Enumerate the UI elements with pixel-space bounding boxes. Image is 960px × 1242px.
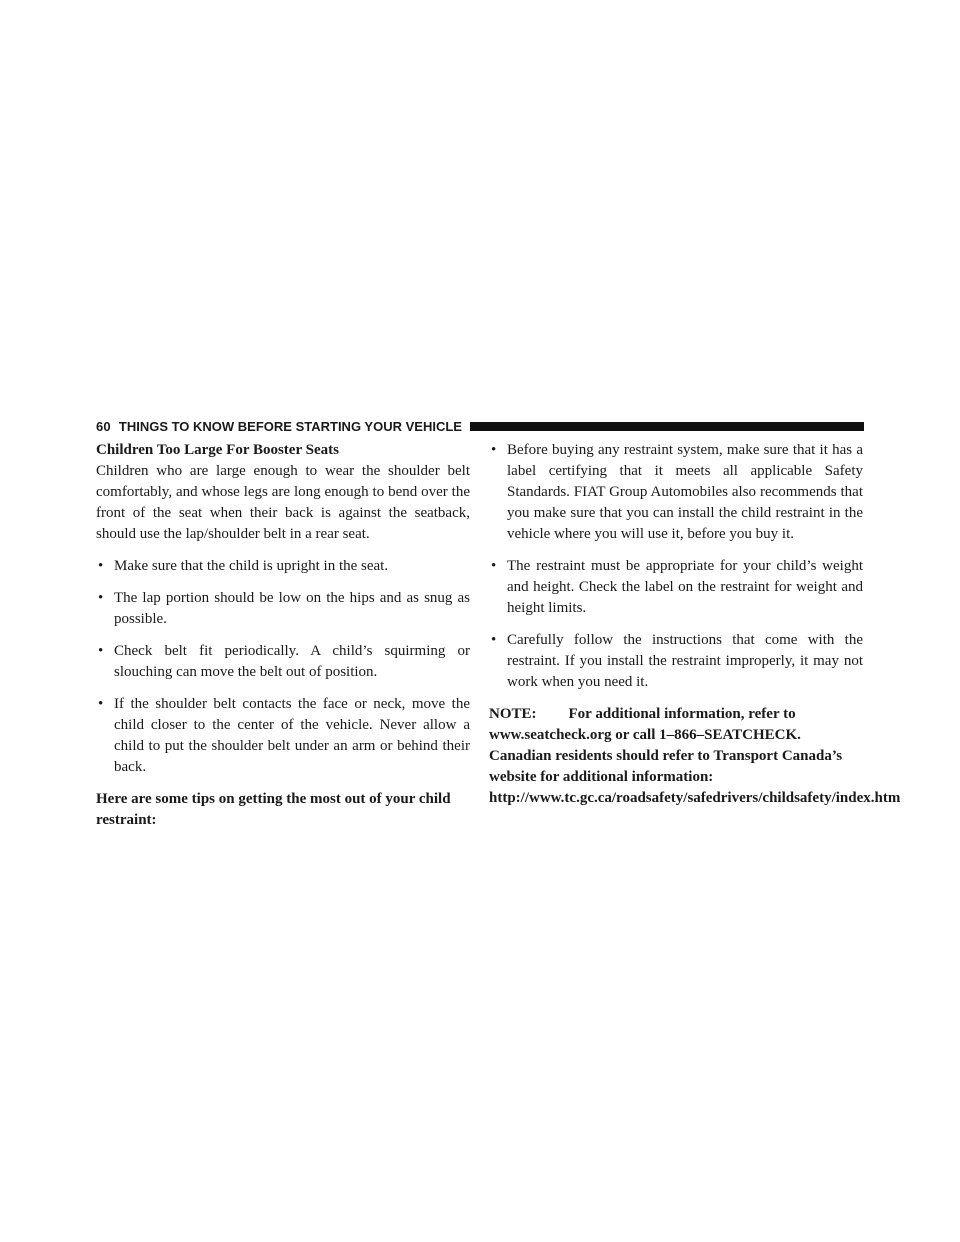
bullet-icon: • — [98, 590, 104, 606]
list-item: • If the shoulder belt contacts the face or neck, move the child closer to the center of the vehicle. Never allow a child to put the shoulder belt under an arm or behind their back. — [98, 696, 470, 775]
intro-paragraph: Children who are large enough to wear the shoulder belt comfortably, and whose legs are long enough to bend over the front of the seat when their back is against the seatback, should use the lap/shoulder belt in a rear seat. — [96, 463, 470, 542]
section-title: THINGS TO KNOW BEFORE STARTING YOUR VEHICLE — [118, 418, 462, 434]
list-item: • The restraint must be appropriate for your child’s weight and height. Check the label on the restraint for weight and height limits. — [491, 558, 863, 616]
tips-intro: Here are some tips on getting the most out of your child restraint: — [96, 791, 451, 828]
page-header — [96, 414, 864, 438]
note-text: For additional information, refer to www.seatcheck.org or call 1–866–SEATCHECK. Canadian residents should refer to Transport Canada’s website for additional information: http://www.tc.gc.ca/roadsafety/safedrivers/childsafety/index.htm — [489, 706, 901, 806]
bullet-icon: • — [491, 442, 497, 458]
note-paragraph — [489, 704, 901, 809]
header-rule — [470, 422, 864, 431]
note-label: NOTE: — [489, 706, 537, 722]
bullet-icon: • — [491, 558, 497, 574]
list-item: • The lap portion should be low on the hips and as snug as possible. — [98, 590, 470, 627]
list-item: • Carefully follow the instructions that come with the restraint. If you install the restraint improperly, it may not work when you need it. — [491, 632, 863, 690]
left-bullet-list — [96, 556, 470, 778]
left-column — [96, 440, 470, 831]
list-item: • Before buying any restraint system, make sure that it has a label certifying that it meets all applicable Safety Standards. FIAT Group Automobiles also recommends that you make sure that you can install the child restraint in the vehicle where you will use it, before you buy it. — [491, 442, 863, 542]
bullet-icon: • — [491, 632, 497, 648]
list-item: • Check belt fit periodically. A child’s squirming or slouching can move the belt out of position. — [98, 643, 470, 680]
list-item: • Make sure that the child is upright in the seat. — [96, 556, 470, 577]
right-bullet-list — [489, 440, 863, 693]
page-number: 60 — [96, 418, 111, 434]
bullet-icon: • — [98, 558, 104, 574]
right-column — [489, 440, 901, 809]
section-heading: Children Too Large For Booster Seats — [96, 442, 339, 458]
bullet-icon: • — [98, 696, 104, 712]
bullet-icon: • — [98, 643, 104, 659]
